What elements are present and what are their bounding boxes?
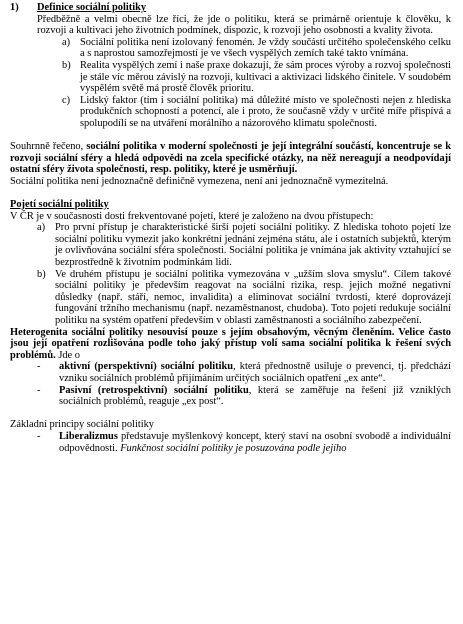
summary-paragraph <box>10 141 451 176</box>
dash-item-text <box>59 385 451 408</box>
dash-item-text <box>59 431 451 454</box>
dash-marker: - <box>37 361 41 373</box>
dash-marker: - <box>37 430 41 442</box>
subsection-heading: Základní principy sociální politiky <box>10 419 154 431</box>
list-marker: b) <box>37 268 46 280</box>
list-item-text: Lidský faktor (tím i sociální politika) má důležité místo ve společnosti nejen z hlediska produkčních schopností a potencí, ale i proto, že současně vždy v určité míře přispívá a spolupodílí se na utváření morálního a názorového klimatu společnosti. <box>80 94 451 129</box>
list-item-text: Ve druhém přístupu je sociální politika vymezována v „užším slova smyslu“. Cílem takové sociální politiky je především reagovat na sociální rizika, resp. jejich možné negativní důsledky (např. stáří, nemoc, invalidita) a eliminovat sociální tvrdosti, které doprovázejí fungování tržního mechanismu (např. nezaměstnanost, chudoba). Toto pojetí redukuje sociální politiku na systém opatření především v oblasti zaměstnanosti a sociálního zabezpečení. <box>55 268 451 327</box>
list-marker: a) <box>37 222 46 234</box>
list-marker: c) <box>62 94 71 106</box>
heterogenity-paragraph <box>10 327 451 362</box>
subsection-heading: Pojetí sociální politiky <box>10 199 109 211</box>
dash-term: aktivní (perspektivní) sociální politiku <box>59 361 234 373</box>
section-title: Definice sociální politiky <box>37 2 147 13</box>
heterogenity-tail: Jde o <box>55 349 80 361</box>
summary-lead: Souhrnně řečeno, <box>10 141 87 153</box>
list-item <box>62 60 451 95</box>
dash-text: , která se zaměřuje na řešení již vzniklých sociálních problémů, reaguje „ex post“. <box>59 384 451 408</box>
list-item <box>37 269 451 327</box>
list-item-text: Pro první přístup je charakteristické širší pojetí sociální politiky. Z hlediska tohoto pojetí lze sociální politiku vymezit jako konkrétní jednání zejména státu, ale i ostatních subjektů, kterým je ovlivňována sociální sféra společnosti. Sociální politika je vnímána jak aktivity vztahující se bezprostředně k životním podmínkám lidí. <box>55 222 451 269</box>
section-1-heading <box>10 2 451 14</box>
dash-marker: - <box>37 384 41 396</box>
list-marker: a) <box>62 36 71 48</box>
list-item <box>37 222 451 268</box>
list-item <box>62 95 451 130</box>
dash-text: , která přednostně usiluje o prevenci, tj. předchází vzniku sociálních problémů přijímáním určitých sociálních opatření „ex ante“. <box>59 361 451 384</box>
list-item-text: Sociální politika není izolovaný fenomén. Je vždy součástí určitého společenského celku a s naprostou samozřejmostí je ve všech vyspělých zemích také takto vnímána. <box>80 36 451 60</box>
dash-item <box>37 361 451 384</box>
dash-term: Liberalizmus <box>59 430 118 442</box>
heterogenity-bold: Heterogenita sociální politiky nesouvisí pouze s jejím obsahovým, věcným členěním. Velice často jsou její opatření rozlišována podle toho jaký přístup volí sama sociální politika k řešení svých problémů. <box>10 326 451 361</box>
list-item <box>62 37 451 60</box>
list-item-text: Realita vyspělých zemí i naše praxe dokazují, že sám proces výroby a rozvoj společnosti je stále víc měrou závislý na rozvoji, kultivaci a aktivizaci lidského činitele. V soudobém vyspělém světě má prostě člověk prioritu. <box>80 59 451 95</box>
definition-note: Sociální politika není jednoznačně definičně vymezena, není ani jednoznačně vymezitelná. <box>10 175 389 187</box>
dash-item <box>37 431 451 454</box>
section-number: 1) <box>10 2 19 13</box>
dash-italic: Funkčnost sociální politiky je posuzována podle jejího <box>120 442 347 454</box>
subsection-intro: V ČR je v současnosti dosti frekventované pojetí, které je založeno na dvou přístupech: <box>10 210 374 222</box>
dash-text: představuje myšlenkový koncept, který staví na osobní svobodě a individuální odpovědnosti. <box>59 430 451 454</box>
dash-item-text <box>59 361 451 384</box>
dash-term: Pasivní (retrospektivní) sociální politiku <box>59 384 249 396</box>
summary-bold: sociální politika v moderní společnosti je její integrální součástí, koncentruje se k rozvoji sociální sféry a hledá odpovědi na zcela specifické otázky, na něž nereagují a neodpovídají ostatní sféry života společnosti, resp. politiky, které je usměrňují. <box>10 141 452 176</box>
section-1-intro: Předběžně a velmi obecně lze říci, že jde o politiku, která se primárně orientuje k člověku, k rozvoji a kultivaci jeho životních podmínek, dispozic, k rozvoji jeho osobnosti a kvality života. <box>37 13 451 37</box>
list-marker: b) <box>62 59 71 71</box>
dash-item <box>37 385 451 408</box>
